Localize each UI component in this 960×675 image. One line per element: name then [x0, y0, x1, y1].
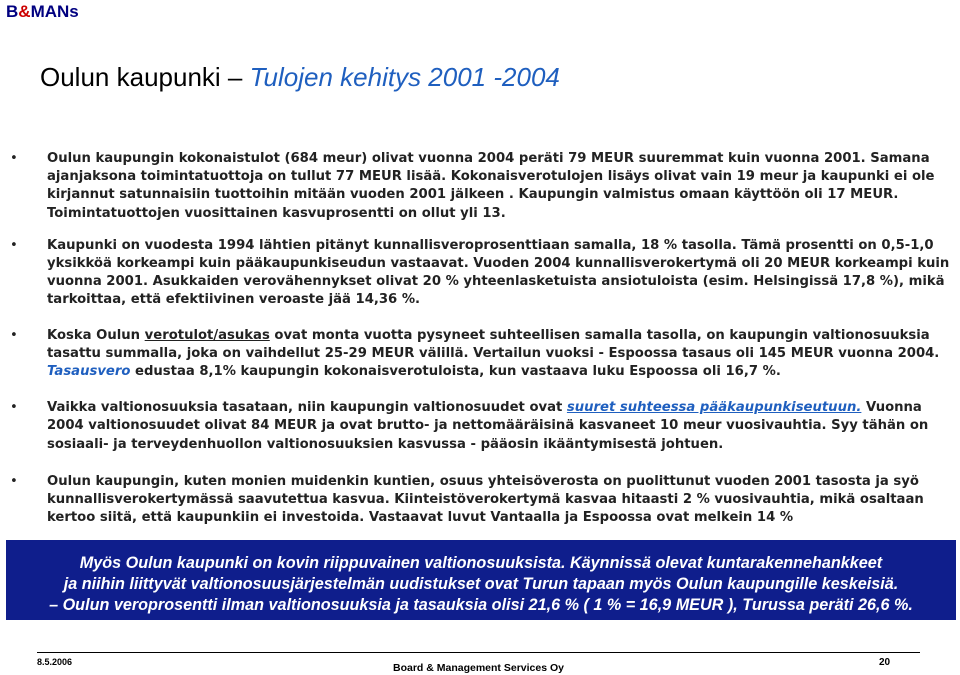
bullet-text: edustaa 8,1% kaupungin kokonaisverotuloista, kun vastaava luku Espoossa oli 16,7 %.	[130, 364, 781, 380]
bullet-text: ovat monta vuotta pysyneet suhteellisen samalla tasolla, on kaupungin valtionosuuksia tasattu summalla, joka on vaihdellut 25-29 MEUR välillä. Vertailun vuoksi - Espoossa tasaus oli 145 MEUR vuonna 2004.	[47, 327, 940, 361]
bullet-text: Koska Oulun	[47, 327, 145, 343]
footer-divider	[37, 652, 920, 653]
logo-part-mans: MANs	[30, 2, 79, 21]
link-suuret-suhteessa[interactable]: suuret suhteessa pääkaupunkiseutuun.	[566, 400, 862, 416]
logo-ampersand: &	[18, 2, 31, 21]
footer-company: Board & Management Services Oy	[393, 662, 564, 674]
bullet-text: Kaupunki on vuodesta 1994 lähtien pitänyt kunnallisveroprosenttiaan samalla, 18 % tasolla. Tämä prosentti on 0,5-1,0 yksikköä korkeampi kuin pääkaupunkiseudun vastaavat. Vuoden 2004 kunnallisverokertymä oli 20 MEUR korkeampi kuin vuonna 2001. Asukkaiden verovähennykset olivat 20 % yhteenlasketuista ansiotuloista (esim. Helsingissä 17,8 %), mikä tarkoittaa, että efektiivinen veroaste jää 14,36 %.	[47, 237, 950, 308]
bullet-text: Vaikka valtionosuuksia tasataan, niin kaupungin valtionosuudet ovat	[47, 400, 567, 416]
bullet-item-state-subsidies	[10, 327, 950, 382]
highlight-box	[6, 540, 956, 620]
bullet-list	[10, 150, 950, 527]
link-verotulot-asukas[interactable]: verotulot/asukas	[144, 327, 270, 343]
bullet-text: Oulun kaupungin, kuten monien muidenkin kuntien, osuus yhteisöverosta on puolittunut vuoden 2001 tasosta ja syö kunnallisverokertymässä saavutettua kasvua. Kiinteistöverokertymä kasvaa hitaasti 2 % vuosivauhtia, mikä osaltaan kertoo siitä, että kaupunkiin ei investoida. Vastaavat luvut Vantaalla ja Espoossa ovat melkein 14 %	[47, 473, 924, 526]
page-title	[40, 62, 560, 93]
bullet-item-total-income	[10, 150, 950, 223]
logo-part-b: B	[6, 2, 19, 21]
highlight-line-3: – Oulun veroprosentti ilman valtionosuuksia ja tasauksia olisi 21,6 % ( 1 % = 16,9 MEUR ), Turussa peräti 26,6 %.	[49, 596, 913, 614]
bullet-text: Oulun kaupungin kokonaistulot (684 meur) olivat vuonna 2004 peräti 79 MEUR suuremmat kuin vuonna 2001. Samana ajanjaksona toimintatuottoja on tullut 77 MEUR lisää. Kokonaisverotulojen lisäys olivat vain 19 meur ja kaupunki ei ole kirjannut satunnaisiin tuottoihin mitään vuoden 2001 jälkeen . Kaupungin valmistus omaan käyttöön oli 17 MEUR. Toimintatuottojen vuosittainen kasvuprosentti on ollut yli 13.	[47, 151, 935, 221]
highlight-line-1: Myös Oulun kaupunki on kovin riippuvainen valtionosuuksista. Käynnissä olevat kuntarakennehankkeet	[79, 554, 883, 572]
bullet-item-corporate-tax	[10, 473, 950, 528]
highlight-line-2: ja niihin liittyvät valtionosuusjärjestelmän uudistukset ovat Turun tapaan myös Oulun kaupungille keskeisiä.	[63, 575, 899, 593]
footer-date: 8.5.2006	[37, 657, 73, 667]
bullet-item-tax-rate	[10, 237, 950, 310]
company-logo	[6, 2, 79, 22]
bullet-item-subsidy-growth	[10, 399, 950, 454]
page-number: 20	[879, 657, 891, 668]
title-main: Oulun kaupunki –	[40, 62, 250, 92]
bullet-text: Vuonna 2004 valtionosuudet olivat 84 MEUR ja ovat brutto- ja nettomääräisinä kasvaneet 10 meur vuosivauhtia. Syy tähän on sosiaali- ja terveydenhuollon valtionosuuksien kasvussa - pääosin ikääntymisestä johtuen.	[47, 400, 929, 452]
title-subtitle: Tulojen kehitys 2001 -2004	[249, 62, 560, 92]
link-tasausvero[interactable]: Tasausvero	[47, 364, 131, 380]
